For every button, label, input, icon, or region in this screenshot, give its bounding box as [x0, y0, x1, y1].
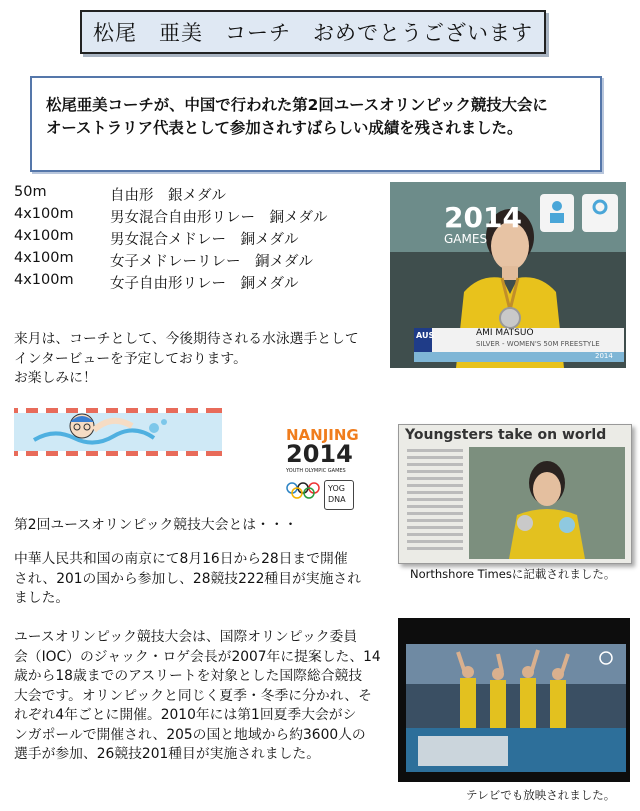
- about-p1-line: 中華人民共和国の南京にて8月16日から28日まで開催: [14, 551, 348, 567]
- intro-line-2: オーストラリア代表として参加されすばらしい成績を残されました。: [46, 119, 523, 137]
- about-paragraph-1: [14, 550, 384, 609]
- medal-row: [14, 250, 313, 272]
- games-banner-word: GAMES: [444, 232, 488, 246]
- about-p2-line: 選手が参加、26競技201種目が実施されました。: [14, 746, 321, 762]
- tv-broadcast-illustration: [398, 618, 630, 782]
- medal-result: 女子自由形リレー 銅メダル: [110, 276, 299, 292]
- medal-row: [14, 272, 299, 294]
- interview-line-2: インタービューを予定しております。: [14, 350, 247, 367]
- medal-distance: 4x100m: [14, 228, 74, 244]
- medal-distance: 50m: [14, 184, 47, 200]
- medal-distance: 4x100m: [14, 206, 74, 222]
- medal-row: [14, 228, 299, 250]
- intro-line-1: 松尾亜美コーチが、中国で行われた第2回ユースオリンピック競技大会に: [46, 96, 548, 114]
- intro-box: [30, 76, 602, 172]
- about-p1-line: され、201の国から参加し、28競技222種目が実施され: [14, 570, 361, 587]
- yog-tag-line-2: DNA: [328, 495, 346, 504]
- medal-row: [14, 184, 226, 206]
- medal-result: 女子メドレーリレー 銅メダル: [110, 254, 313, 270]
- about-paragraph-2: [14, 628, 394, 765]
- page-title-text: 松尾 亜美 コーチ おめでとうございます: [93, 21, 533, 45]
- newspaper-photo: [398, 424, 632, 564]
- about-p2-line: 会（IOC）のジャック・ロゲ会長が2007年に提案した、14: [14, 648, 381, 665]
- lower-third-event: SILVER - WOMEN'S 50M FREESTYLE: [476, 340, 600, 348]
- about-p2-line: れぞれ4年ごとに開催。2010年には第1回夏季大会がシ: [14, 707, 357, 723]
- intro-text: [46, 94, 590, 140]
- nanjing-logo: [278, 424, 362, 514]
- page-title: [80, 10, 546, 54]
- about-p2-line: ユースオリンピック競技大会は、国際オリンピック委員: [14, 629, 358, 645]
- medal-result: 自由形 銀メダル: [110, 188, 226, 204]
- newspaper-caption: Northshore Timesに記載されました。: [410, 567, 616, 581]
- logo-city: NANJING: [286, 426, 359, 444]
- athlete-medal-photo: [390, 182, 626, 368]
- yog-tag-line-1: YOG: [328, 484, 345, 493]
- logo-year: 2014: [286, 440, 353, 468]
- games-banner-year: 2014: [444, 201, 522, 234]
- about-p2-line: ンガポールで開催され、205の国と地域から約3600人の: [14, 726, 366, 743]
- medal-row: [14, 206, 328, 228]
- tv-broadcast-photo: [398, 618, 630, 782]
- medal-distance: 4x100m: [14, 272, 74, 288]
- medal-result: 男女混合自由形リレー 銅メダル: [110, 210, 328, 226]
- about-p1-line: ました。: [14, 590, 70, 606]
- medal-distance: 4x100m: [14, 250, 74, 266]
- newspaper-illustration: [399, 425, 631, 563]
- swimmer-clipart: [14, 404, 222, 460]
- yog-dna-tag: [324, 480, 354, 510]
- about-p2-line: 歳から18歳までのアスリートを対象とした国際総合競技: [14, 668, 363, 684]
- lower-third-year: 2014: [595, 352, 613, 360]
- about-p2-line: 大会です。オリンピックと同じく夏季・冬季に分かれ、そ: [14, 687, 372, 704]
- swimmer-illustration: [14, 404, 222, 460]
- about-heading: 第2回ユースオリンピック競技大会とは・・・: [14, 517, 298, 533]
- interview-note: [14, 330, 384, 389]
- newspaper-headline: Youngsters take on world: [405, 427, 607, 443]
- olympic-rings-icon: [284, 480, 322, 502]
- medal-result: 男女混合メドレー 銅メダル: [110, 232, 299, 248]
- interview-line-1: 来月は、コーチとして、今後期待される水泳選手として: [14, 331, 359, 347]
- interview-line-3: お楽しみに！: [14, 370, 97, 386]
- tv-caption: テレビでも放映されました。: [466, 788, 616, 802]
- lower-third-name: AMI MATSUO: [476, 328, 534, 338]
- logo-subtitle: YOUTH OLYMPIC GAMES: [286, 468, 346, 474]
- lower-third-country: AUS: [416, 331, 435, 340]
